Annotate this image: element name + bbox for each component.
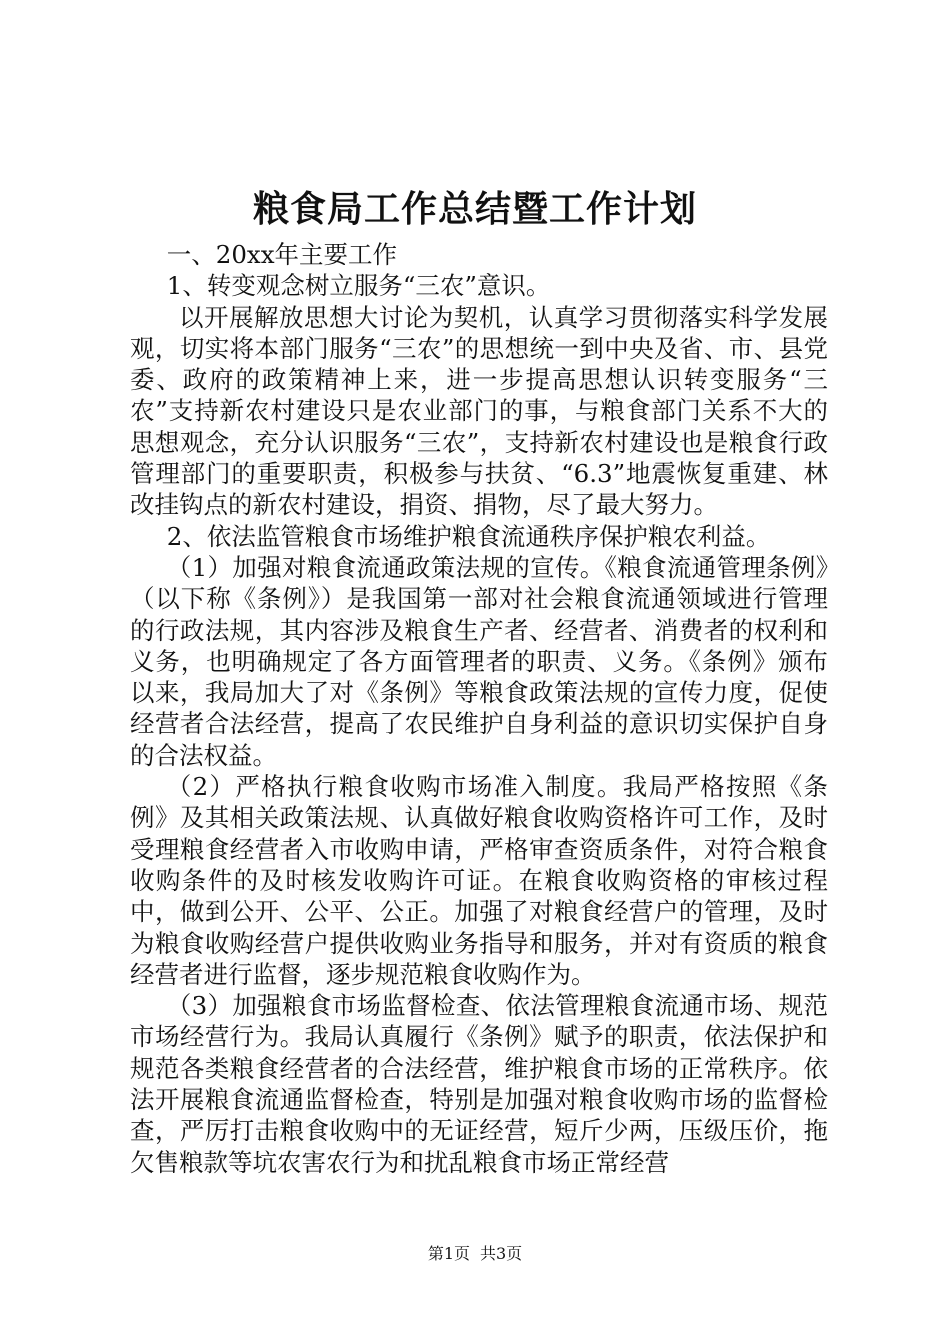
page-number: 第1页 (427, 1244, 470, 1263)
document-title: 粮食局工作总结暨工作计划 (252, 188, 697, 230)
body-paragraph: （3）加强粮食市场监督检查、依法管理粮食流通市场、规范市场经营行为。我局认真履行《条例》赋予的职责，依法保护和规范各类粮食经营者的合法经营，维护粮食市场的正常秩序。依法开展粮食流通监督检查，特别是加强对粮食收购市场的监督检查，严厉打击粮食收购中的无证经营，短斤少两，压级压价，拖欠售粮款等坑农害农行为和扰乱粮食市场正常经营 (130, 991, 828, 1177)
section-heading: 一、20xx年主要工作 (166, 240, 398, 269)
document-body (130, 239, 828, 1178)
subsection-heading: 1、转变观念树立服务“三农”意识。 (166, 271, 551, 301)
page-footer (0, 1244, 950, 1264)
body-paragraph: （1）加强对粮食流通政策法规的宣传。《粮食流通管理条例》（以下称《条例》）是我国第一部对社会粮食流通领域进行管理的行政法规，其内容涉及粮食生产者、经营者、消费者的权利和义务，也明确规定了各方面管理者的职责、义务。《条例》颁布以来，我局加大了对《条例》等粮食政策法规的宣传力度，促使经营者合法经营，提高了农民维护自身利益的意识切实保护自身的合法权益。 (130, 552, 828, 770)
body-paragraph: 以开展解放思想大讨论为契机，认真学习贯彻落实科学发展观，切实将本部门服务“三农”的思想统一到中央及省、市、县党委、政府的政策精神上来，进一步提高思想认识转变服务“三农”支持新农村建设只是农业部门的事，与粮食部门关系不大的思想观念，充分认识服务“三农”，支持新农村建设也是粮食行政管理部门的重要职责，积极参与扶贫、“6.3”地震恢复重建、林改挂钩点的新农村建设，捐资、捐物，尽了最大努力。 (130, 302, 828, 520)
body-paragraph: （2）严格执行粮食收购市场准入制度。我局严格按照《条例》及其相关政策法规、认真做好粮食收购资格许可工作，及时受理粮食经营者入市收购申请，严格审查资质条件，对符合粮食收购条件的及时核发收购许可证。在粮食收购资格的审核过程中，做到公开、公平、公正。加强了对粮食经营户的管理，及时为粮食收购经营户提供收购业务指导和服务，并对有资质的粮食经营者进行监督，逐步规范粮食收购作为。 (130, 772, 828, 989)
page-total: 共3页 (480, 1244, 523, 1263)
subsection-heading: 2、依法监管粮食市场维护粮食流通秩序保护粮农利益。 (166, 521, 771, 551)
